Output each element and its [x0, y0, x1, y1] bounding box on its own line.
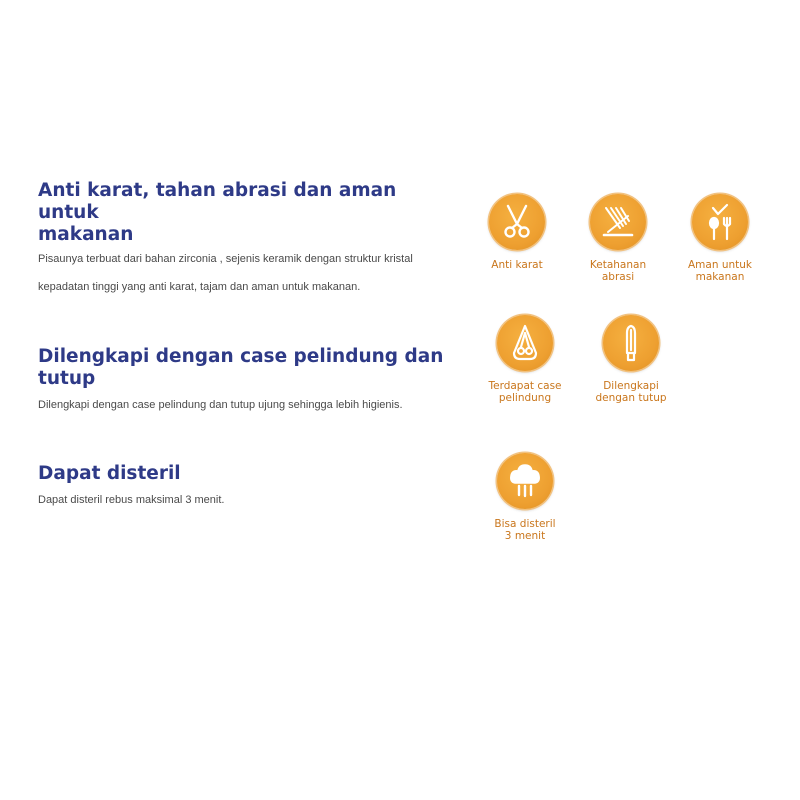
section-description: Dapat disteril rebus maksimal 3 menit.: [38, 494, 225, 506]
feature-label-line1: Aman untuk: [688, 259, 752, 271]
feature-label-line1: Ketahanan: [589, 259, 647, 271]
abrasion-icon: [590, 194, 646, 250]
steam-icon: [497, 453, 553, 509]
feature-label-line1: Bisa disteril: [494, 518, 556, 530]
feature-sterilize: [470, 453, 580, 542]
section-case-cover: [38, 346, 468, 412]
section-description: Dilengkapi dengan case pelindung dan tutup ujung sehingga lebih higienis.: [38, 399, 403, 411]
feature-label-line2: 3 menit: [504, 530, 546, 542]
feature-label-line2: makanan: [695, 271, 745, 283]
section-description-line1: Pisaunya terbuat dari bahan zirconia , sejenis keramik dengan struktur kristal: [38, 253, 413, 265]
section-anti-rust: [38, 180, 458, 294]
feature-label: [563, 259, 673, 283]
feature-abrasion: [563, 194, 673, 283]
section-title-line2: makanan: [38, 224, 134, 245]
feature-label-line2: pelindung: [498, 392, 552, 404]
feature-label: [665, 259, 775, 283]
feature-label: [470, 518, 580, 542]
section-title: [38, 180, 458, 246]
cap-cover-icon: [603, 315, 659, 371]
feature-label: [470, 380, 580, 404]
feature-label-line1: Dilengkapi: [603, 380, 659, 392]
section-description-line2: kepadatan tinggi yang anti karat, tajam dan aman untuk makanan.: [38, 281, 361, 293]
section-title: Dapat disteril: [38, 463, 181, 484]
feature-food-safe: [665, 194, 775, 283]
feature-label: [576, 380, 686, 404]
spoon-fork-icon: [692, 194, 748, 250]
feature-protective-case: [470, 315, 580, 404]
scissors-case-icon: [497, 315, 553, 371]
feature-cover-cap: [576, 315, 686, 404]
feature-label-line2: abrasi: [601, 271, 635, 283]
feature-label-line2: dengan tutup: [595, 392, 667, 404]
feature-anti-rust: [462, 194, 572, 271]
section-sterilize: [38, 463, 338, 507]
section-title-line1: Anti karat, tahan abrasi dan aman untuk: [38, 180, 397, 223]
section-title: Dilengkapi dengan case pelindung dan tutup: [38, 346, 444, 389]
feature-label: [462, 259, 572, 271]
feature-label-line1: Anti karat: [491, 259, 543, 271]
scissors-icon: [489, 194, 545, 250]
feature-label-line1: Terdapat case: [488, 380, 562, 392]
